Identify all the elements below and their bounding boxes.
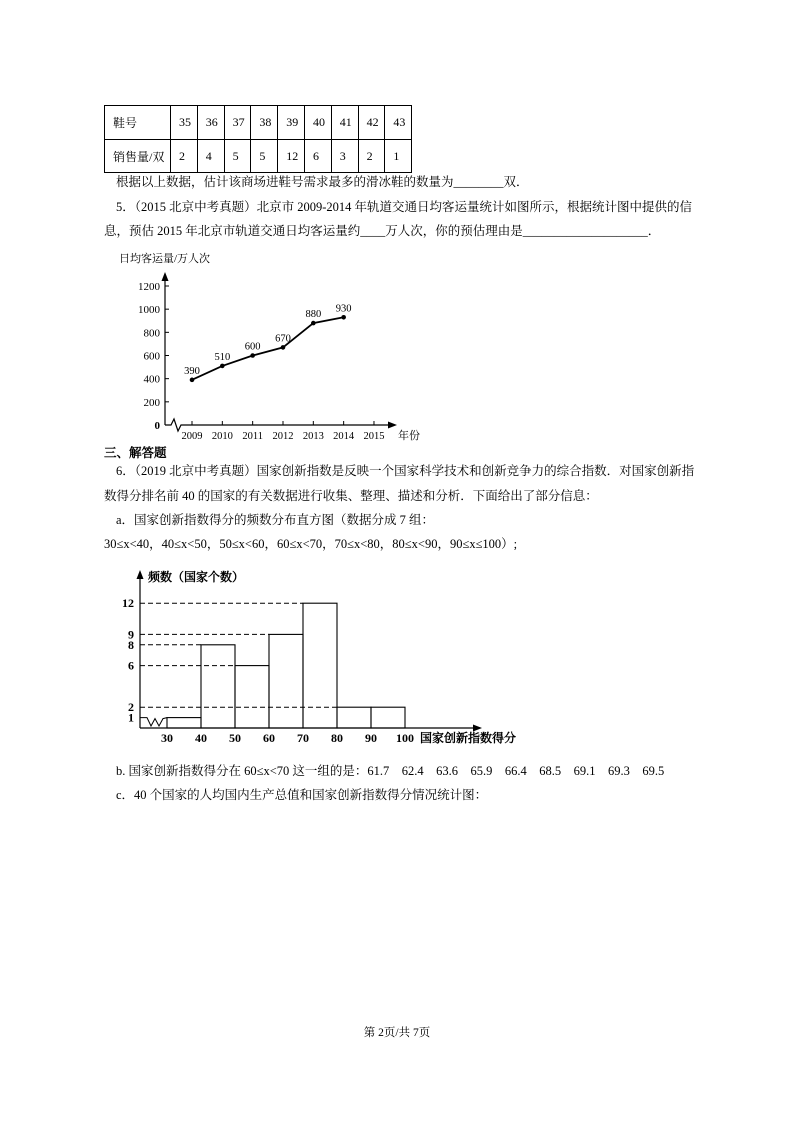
x-tick-label: 2011	[242, 431, 263, 442]
y-axis-arrow-icon	[162, 272, 169, 281]
shoe-size-cell: 35	[171, 106, 198, 140]
x-tick-label: 2014	[333, 431, 355, 442]
table-row-sales	[105, 140, 412, 173]
histogram-bar	[303, 603, 337, 728]
x-tick-label: 2010	[211, 431, 233, 442]
sales-cell: 3	[331, 140, 358, 173]
sales-cell: 5	[251, 140, 278, 173]
question-4-conclusion: 根据以上数据，估计该商场进鞋号需求最多的滑冰鞋的数量为________双．	[116, 175, 529, 189]
data-point	[190, 378, 195, 383]
y-axis-label: 日均客运量/万人次	[119, 253, 211, 265]
y-tick-label: 9	[128, 627, 134, 642]
x-tick-label: 90	[365, 731, 377, 745]
question-5-line-1: 5．（2015 北京中考真题）北京市 2009-2014 年轨道交通日均客运量统计如图所示，根据统计图中提供的信	[116, 200, 693, 214]
y-tick-label: 12	[122, 596, 134, 611]
data-point	[311, 321, 316, 326]
question-6-b-line: b. 国家创新指数得分在 60≤x<70 这一组的是：61.7 62.4 63.6 65.9 66.4 68.5 69.1 69.3 69.5	[116, 764, 665, 778]
histogram-bar	[167, 718, 201, 728]
sales-cell: 4	[197, 140, 224, 173]
data-point	[250, 353, 255, 358]
x-tick-label: 2015	[363, 431, 385, 442]
x-tick-label: 2009	[181, 431, 203, 442]
shoe-size-cell: 37	[224, 106, 251, 140]
question-6-line-1: 6．（2019 北京中考真题）国家创新指数是反映一个国家科学技术和创新竞争力的综合指数．对国家创新指	[116, 464, 695, 478]
x-tick-label: 30	[161, 731, 173, 745]
data-point	[341, 315, 346, 320]
x-axis-arrow-icon	[388, 422, 397, 429]
shoe-size-cell: 43	[385, 106, 412, 140]
y-tick-label: 2	[128, 700, 134, 715]
x-tick-label: 50	[229, 731, 241, 745]
x-tick-label: 80	[331, 731, 343, 745]
histogram-innovation-index	[110, 563, 530, 748]
series-line	[192, 317, 344, 380]
y-tick-label: 600	[143, 350, 160, 363]
y-tick-label: 1200	[138, 281, 160, 293]
shoe-size-cell: 38	[251, 106, 278, 140]
sales-cell: 6	[304, 140, 331, 173]
histogram-bar	[201, 645, 235, 728]
x-tick-label: 2012	[272, 431, 294, 442]
data-label: 510	[214, 351, 231, 363]
sales-cell: 5	[224, 140, 251, 173]
row-header-sales: 销售量/双	[105, 140, 171, 173]
x-tick-label: 2013	[302, 431, 324, 442]
row-header-shoe-size: 鞋号	[105, 106, 171, 140]
sales-cell: 1	[385, 140, 412, 173]
data-label: 880	[305, 309, 322, 321]
y-tick-label: 8	[128, 637, 134, 652]
x-tick-label: 70	[297, 731, 309, 745]
section-3-title: 三、解答题	[104, 446, 167, 460]
y-tick-label: 400	[143, 373, 160, 386]
question-6-line-2: 数得分排名前 40 的国家的有关数据进行收集、整理、描述和分析．下面给出了部分信息：	[104, 489, 598, 503]
data-point	[220, 364, 225, 369]
sales-cell: 2	[358, 140, 385, 173]
sales-cell: 12	[278, 140, 305, 173]
y-tick-label: 0	[154, 420, 160, 432]
line-chart-ridership	[100, 250, 430, 445]
sales-cell: 2	[171, 140, 198, 173]
axis-break-icon	[140, 718, 167, 726]
x-tick-label: 40	[195, 731, 207, 745]
histogram-bar	[235, 666, 269, 728]
data-label: 930	[335, 303, 352, 315]
shoe-sales-table	[104, 105, 412, 173]
data-point	[281, 345, 286, 350]
question-6-c-line: c．40 个国家的人均国内生产总值和国家创新指数得分情况统计图：	[116, 788, 488, 802]
histogram-bar	[269, 634, 303, 728]
shoe-size-cell: 39	[278, 106, 305, 140]
y-tick-label: 800	[143, 327, 160, 340]
x-tick-label: 100	[396, 731, 414, 745]
y-tick-label: 200	[143, 396, 160, 409]
data-label: 390	[184, 365, 200, 377]
shoe-size-cell: 42	[358, 106, 385, 140]
y-axis-label: 频数（国家个数）	[148, 570, 245, 584]
data-label: 670	[275, 333, 291, 345]
y-tick-label: 6	[128, 658, 134, 673]
y-axis-arrow-icon	[137, 570, 144, 579]
x-tick-label: 60	[263, 731, 275, 745]
x-axis-label: 年份	[398, 430, 420, 442]
x-axis	[165, 419, 391, 431]
shoe-size-cell: 36	[197, 106, 224, 140]
y-tick-label: 1	[128, 710, 134, 725]
page-footer: 第 2页/共 7页	[363, 1027, 431, 1039]
question-5-line-2: 息，预估 2015 年北京市轨道交通日均客运量约____万人次，你的预估理由是____________________．	[104, 224, 661, 238]
shoe-size-cell: 40	[304, 106, 331, 140]
x-axis-label: 国家创新指数得分	[420, 731, 517, 745]
question-6-a-line-2: 30≤x<40，40≤x<50，50≤x<60，60≤x<70，70≤x<80，80≤x<90，90≤x≤100）;	[104, 537, 518, 551]
table-row-shoe-size	[105, 106, 412, 140]
shoe-size-cell: 41	[331, 106, 358, 140]
question-6-a-line-1: a．国家创新指数得分的频数分布直方图（数据分成 7 组：	[116, 513, 435, 527]
histogram-bar	[337, 707, 371, 728]
histogram-bar	[371, 707, 405, 728]
y-tick-label: 1000	[138, 304, 160, 317]
data-label: 600	[244, 341, 261, 353]
